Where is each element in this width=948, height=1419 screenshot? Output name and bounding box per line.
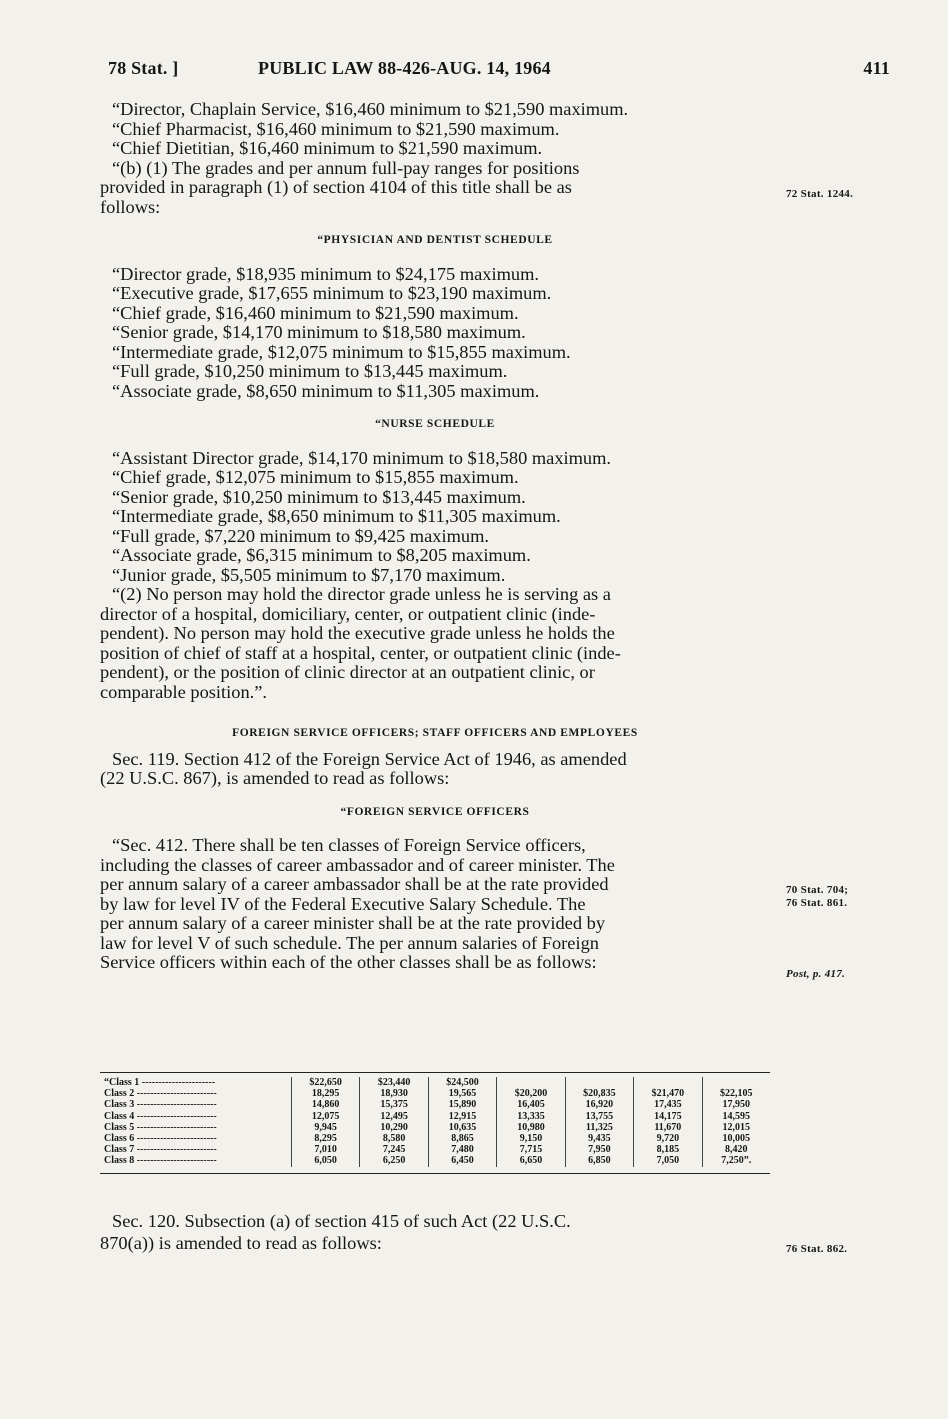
text-line: “Senior grade, $10,250 minimum to $13,445 maximum. [112,486,526,507]
text-line: director of a hospital, domiciliary, center, or outpatient clinic (inde- [100,603,596,624]
text-line: pendent). No person may hold the executive grade unless he holds the [100,623,615,643]
margin-note-72-stat-1244: 72 Stat. 1244. [786,188,854,200]
text-line: “Chief Dietitian, $16,460 minimum to $21,590 maximum. [112,138,543,158]
salary-cell: $20,835 [565,1088,633,1099]
text-line: “Intermediate grade, $8,650 minimum to $11,305 maximum. [112,506,561,526]
salary-cell: 7,715 [497,1144,565,1155]
text-line: “Sec. 412. There shall be ten classes of Foreign Service officers, [112,835,586,855]
text-line: pendent), or the position of clinic director at an outpatient clinic, or [100,662,595,682]
salary-cell: 13,755 [565,1111,633,1122]
text-line: comparable position.”. [100,681,267,702]
class-label: Class 7 ------------------------ [104,1144,217,1156]
header-law-title: PUBLIC LAW 88-426-AUG. 14, 1964 [258,58,551,78]
salary-cell: $22,105 [702,1088,770,1099]
salary-cell: 8,295 [291,1133,359,1144]
salary-cell: 7,010 [291,1144,359,1155]
salary-cell [497,1077,565,1088]
physician-schedule [100,265,770,402]
salary-cell: $20,200 [497,1088,565,1099]
salary-cell [702,1077,770,1088]
class-label: Class 6 ------------------------ [104,1133,217,1145]
salary-cell: 13,335 [497,1111,565,1122]
salary-cell: 6,650 [497,1155,565,1166]
salary-cell: 6,850 [565,1155,633,1166]
text-line: provided in paragraph (1) of section 4104 of this title shall be as [100,177,572,197]
salary-cell: 7,245 [360,1144,428,1155]
paragraph-b1 [100,159,770,218]
margin-note-post-p-417: Post, p. 417. [786,968,846,980]
text-line: “Intermediate grade, $12,075 minimum to $15,855 maximum. [112,341,571,362]
salary-cell: 18,295 [291,1088,359,1099]
salary-cell: 18,930 [360,1088,428,1099]
text-line: “Director grade, $18,935 minimum to $24,175 maximum. [112,263,539,284]
table-row [100,1133,770,1144]
salary-cell: 8,865 [428,1133,496,1144]
page-number: 411 [863,58,890,78]
text-line: Service officers within each of the other classes shall be as follows: [100,952,597,972]
salary-cell: 10,005 [702,1133,770,1144]
salary-cell [565,1077,633,1088]
opening-lines [100,100,770,159]
salary-cell: 8,580 [360,1133,428,1144]
table-row [100,1077,770,1088]
class-label: Class 8 ------------------------ [104,1155,217,1167]
salary-cell: 12,075 [291,1111,359,1122]
salary-cell: 6,050 [291,1155,359,1166]
salary-cell: $24,500 [428,1077,496,1088]
text-line: “Associate grade, $8,650 minimum to $11,305 maximum. [112,380,540,401]
main-text [100,100,770,973]
salary-cell: 9,720 [634,1133,702,1144]
text-line: follows: [100,196,161,217]
salary-cell: 6,450 [428,1155,496,1166]
salary-cell: 8,185 [634,1144,702,1155]
text-line: “Chief grade, $16,460 minimum to $21,590 maximum. [112,302,519,323]
foreign-service-salary-table [100,1072,770,1174]
salary-cell: 7,950 [565,1144,633,1155]
text-line: by law for level IV of the Federal Executive Salary Schedule. The [100,893,586,914]
class-label: Class 5 ------------------------ [104,1121,217,1133]
nurse-schedule [100,449,770,586]
margin-note-76-stat-862: 76 Stat. 862. [786,1243,848,1255]
class-label: Class 4 ------------------------ [104,1110,217,1122]
margin-note-line: 76 Stat. 861. [786,897,848,909]
table-row [100,1099,770,1110]
text-line: including the classes of career ambassador and of career minister. The [100,854,615,875]
salary-cell: 7,480 [428,1144,496,1155]
salary-cell: 16,920 [565,1099,633,1110]
nurse-schedule-heading: “NURSE SCHEDULE [375,418,495,430]
text-line: position of chief of staff at a hospital, center, or outpatient clinic (inde- [100,642,621,663]
foreign-service-officers-heading: “FOREIGN SERVICE OFFICERS [340,805,530,818]
class-label: Class 2 ------------------------ [104,1088,217,1100]
salary-cell: 10,980 [497,1122,565,1133]
table-row [100,1122,770,1133]
table-row [100,1155,770,1166]
text-line: “Full grade, $7,220 minimum to $9,425 maximum. [112,525,489,546]
salary-table-grid [100,1077,770,1167]
text-line: “Full grade, $10,250 minimum to $13,445 maximum. [112,361,508,381]
salary-cell: 14,860 [291,1099,359,1110]
foreign-service-section-heading: FOREIGN SERVICE OFFICERS; STAFF OFFICERS AND EMPLOYEES [232,727,638,739]
salary-cell: 9,945 [291,1122,359,1133]
text-line: per annum salary of a career minister shall be at the rate provided by [100,913,606,933]
salary-cell: 9,150 [497,1133,565,1144]
salary-cell: 11,670 [634,1122,702,1133]
margin-note-70-stat-704 [786,884,906,910]
salary-cell: 17,950 [702,1099,770,1110]
salary-cell: 15,375 [360,1099,428,1110]
text-line: “Junior grade, $5,505 minimum to $7,170 maximum. [112,564,506,585]
salary-cell: 8,420 [702,1144,770,1155]
salary-cell: 16,405 [497,1099,565,1110]
text-line: 870(a)) is amended to read as follows: [100,1233,382,1253]
salary-cell: 17,435 [634,1099,702,1110]
salary-cell: 9,435 [565,1133,633,1144]
text-line: “Assistant Director grade, $14,170 minimum to $18,580 maximum. [112,447,612,468]
header-stat-ref: 78 Stat. ] [108,58,179,78]
salary-cell: 19,565 [428,1088,496,1099]
salary-cell: 6,250 [360,1155,428,1166]
table-row [100,1111,770,1122]
salary-cell: 11,325 [565,1122,633,1133]
salary-cell: 12,495 [360,1111,428,1122]
salary-cell: 7,250”. [702,1155,770,1166]
text-line: “Associate grade, $6,315 minimum to $8,205 maximum. [112,545,531,565]
text-line: Sec. 120. Subsection (a) of section 415 of such Act (22 U.S.C. [112,1211,571,1231]
salary-cell: 12,015 [702,1122,770,1133]
paragraph-b2 [100,585,770,702]
class-label: Class 3 ------------------------ [104,1099,217,1111]
salary-cell: $23,440 [360,1077,428,1088]
salary-cell: 10,635 [428,1122,496,1133]
text-line: “(b) (1) The grades and per annum full-pay ranges for positions [112,157,580,178]
margin-note-line: 70 Stat. 704; [786,884,849,896]
section-412 [100,836,770,973]
text-line: law for level V of such schedule. The per annum salaries of Foreign [100,932,599,953]
text-line: Sec. 119. Section 412 of the Foreign Service Act of 1946, as amended [112,748,627,769]
salary-cell: 14,595 [702,1111,770,1122]
physician-schedule-heading: “PHYSICIAN AND DENTIST SCHEDULE [317,234,553,246]
section-119 [100,750,770,789]
salary-cell: 7,050 [634,1155,702,1166]
section-120 [100,1210,770,1254]
salary-cell: 14,175 [634,1111,702,1122]
text-line: “Chief grade, $12,075 minimum to $15,855 maximum. [112,467,519,487]
salary-cell: 15,890 [428,1099,496,1110]
salary-cell: $21,470 [634,1088,702,1099]
text-line: “Senior grade, $14,170 minimum to $18,580 maximum. [112,322,526,342]
salary-cell: 12,915 [428,1111,496,1122]
class-label: “Class 1 ---------------------- [104,1077,216,1088]
text-line: per annum salary of a career ambassador shall be at the rate provided [100,874,609,894]
text-line: “Executive grade, $17,655 minimum to $23,190 maximum. [112,283,552,303]
text-line: “Director, Chaplain Service, $16,460 minimum to $21,590 maximum. [112,99,629,119]
table-row [100,1088,770,1099]
text-line: “(2) No person may hold the director grade unless he is serving as a [112,584,611,604]
salary-cell [634,1077,702,1088]
text-line: (22 U.S.C. 867), is amended to read as follows: [100,768,450,788]
salary-cell: 10,290 [360,1122,428,1133]
text-line: “Chief Pharmacist, $16,460 minimum to $21,590 maximum. [112,118,560,139]
salary-cell: $22,650 [291,1077,359,1088]
table-row [100,1144,770,1155]
